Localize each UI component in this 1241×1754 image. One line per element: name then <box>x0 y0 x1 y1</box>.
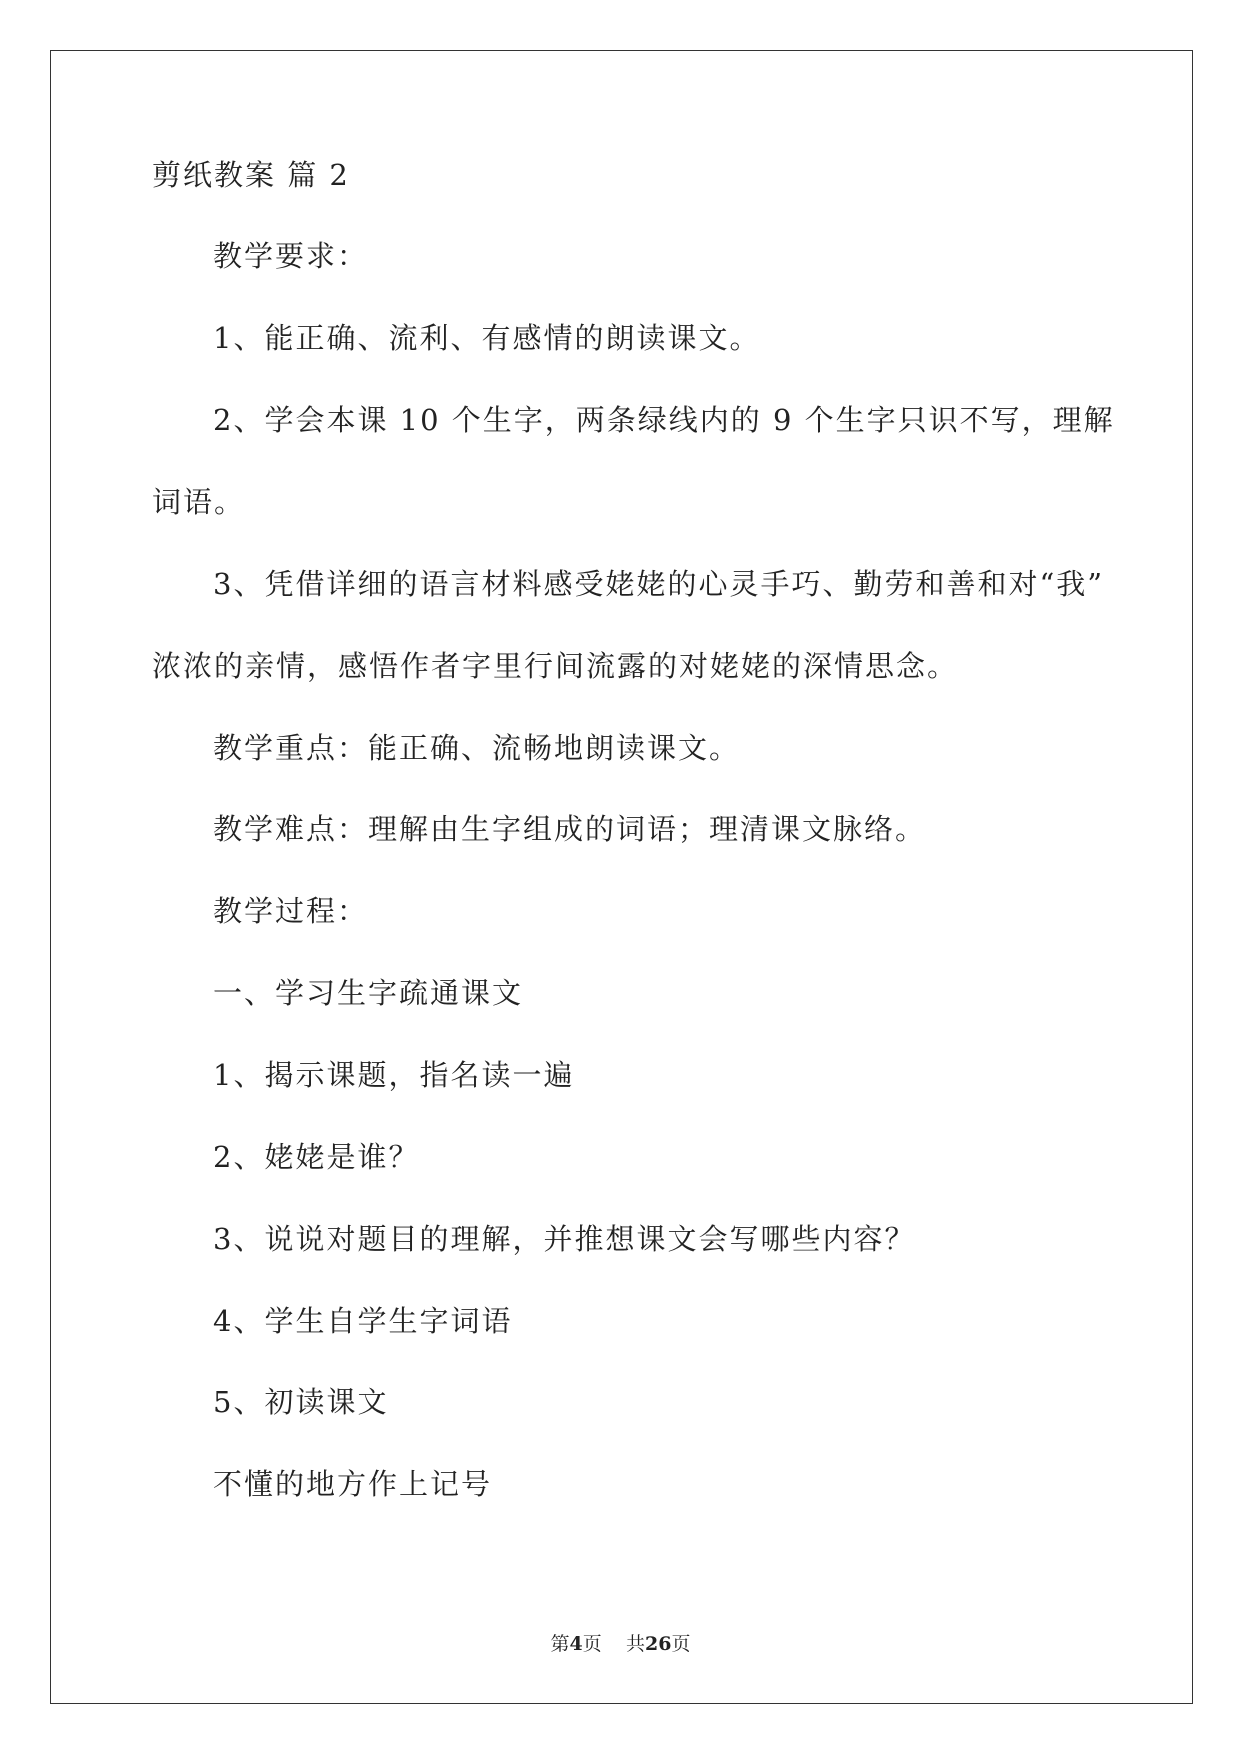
paragraph-line: 不懂的地方作上记号 <box>213 1467 493 1501</box>
footer-total-prefix: 共 <box>625 1633 645 1655</box>
paragraph-line: 1、能正确、流利、有感情的朗读课文。 <box>213 321 761 355</box>
paragraph-line: 教学重点：能正确、流畅地朗读课文。 <box>213 731 741 765</box>
paragraph-line: 2、学会本课 10 个生字，两条绿线内的 9 个生字只识不写，理解 <box>213 403 1115 437</box>
paragraph-line: 4、学生自学生字词语 <box>213 1304 513 1338</box>
paragraph-line: 5、初读课文 <box>213 1385 389 1419</box>
page-footer <box>0 1632 1241 1656</box>
paragraph-line: 1、揭示课题，指名读一遍 <box>213 1058 575 1092</box>
paragraph-line: 浓浓的亲情，感悟作者字里行间流露的对姥姥的深情思念。 <box>152 649 959 683</box>
paragraph-line: 词语。 <box>152 485 246 519</box>
paragraph-line: 3、凭借详细的语言材料感受姥姥的心灵手巧、勤劳和善和对“我” <box>213 567 1105 601</box>
paragraph-line: 2、姥姥是谁？ <box>213 1140 420 1174</box>
footer-prefix: 第 <box>550 1633 570 1655</box>
total-page-count: 26 <box>644 1633 672 1655</box>
footer-page-word: 页 <box>582 1633 602 1655</box>
current-page-number: 4 <box>569 1633 583 1655</box>
paragraph-line: 教学要求： <box>213 239 369 273</box>
paragraph-line: 一、学习生字疏通课文 <box>213 976 524 1010</box>
page-border <box>50 50 1193 1704</box>
paragraph-line: 教学过程： <box>213 894 369 928</box>
paragraph-line: 教学难点：理解由生字组成的词语；理清课文脉络。 <box>213 812 927 846</box>
paragraph-line: 3、说说对题目的理解，并推想课文会写哪些内容？ <box>213 1222 916 1256</box>
page-title: 剪纸教案 篇 2 <box>152 158 350 192</box>
footer-total-suffix: 页 <box>671 1633 691 1655</box>
